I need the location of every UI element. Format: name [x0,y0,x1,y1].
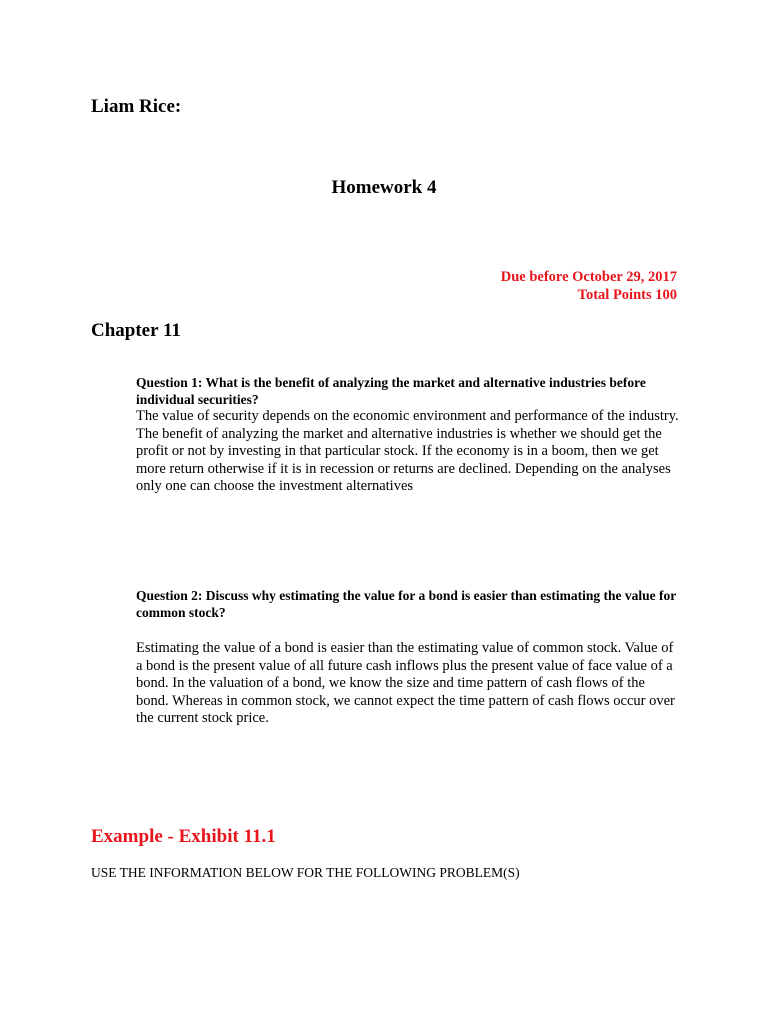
example-heading: Example - Exhibit 11.1 [91,826,276,847]
instruction-text: USE THE INFORMATION BELOW FOR THE FOLLOWING PROBLEM(S) [91,865,520,880]
due-date: Due before October 29, 2017 [500,269,677,285]
answer-1: The value of security depends on the economic environment and performance of the industry. The benefit of analyzing the market and alternative industries is whether we should get the profit or not by investing in that particular stock. If the economy is in a boom, then we get more return otherwise if it is in recession or returns are declined. Depending on the analyses only one can choose the investment alternatives [136,408,679,494]
question-1: Question 1: What is the benefit of analyzing the market and alternative industries before individual securities? [136,375,646,407]
due-info [501,268,677,304]
answer-2: Estimating the value of a bond is easier than the estimating value of common stock. Value of a bond is the present value of all future cash inflows plus the present value of face value of a bond. In the valuation of a bond, we know the size and time pattern of cash flows of the bond. Whereas in common stock, we cannot expect the time pattern of cash flows occur over the current stock price. [136,640,675,726]
total-points: Total Points 100 [577,287,677,303]
question-2: Question 2: Discuss why estimating the value for a bond is easier than estimating the value for common stock? [136,588,677,620]
author-name: Liam Rice: [91,96,182,117]
homework-title: Homework 4 [331,177,437,198]
chapter-heading: Chapter 11 [91,320,181,341]
